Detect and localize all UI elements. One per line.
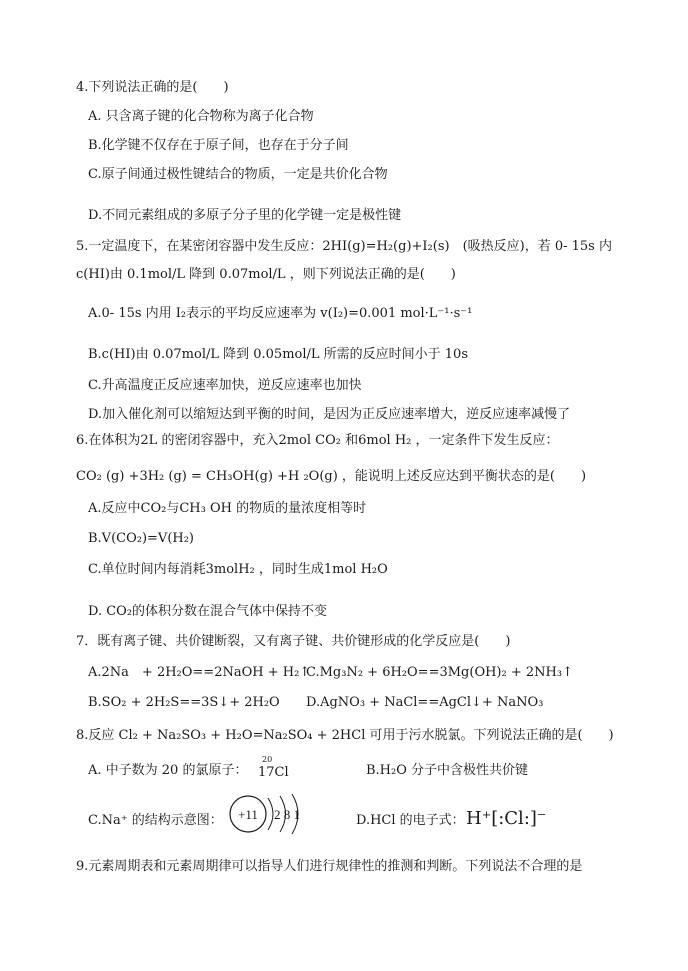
q7-option-b: B.SO₂ + 2H₂S==3S↓+ 2H₂O [88, 695, 280, 710]
sodium-ion-structure-diagram [228, 792, 308, 836]
q8-option-d: D.HCl 的电子式： [356, 813, 465, 828]
q5-option-b: B.c(HI)由 0.07mol/L 降到 0.05mol/L 所需的反应时间小于 10s [88, 347, 468, 362]
electron-counts: 2 8 1 [274, 807, 300, 822]
q6-option-c: C.单位时间内每消耗3molH₂ ，同时生成1mol H₂O [88, 562, 388, 577]
q4-option-d: D.不同元素组成的多原子分子里的化学键一定是极性键 [88, 208, 402, 223]
q6-stem-line1: 6.在体积为2L 的密闭容器中，充入2mol CO₂ 和6mol H₂ ，一定条件下发生反应： [76, 433, 559, 448]
q6-stem-line2: CO₂ (g) +3H₂ (g) = CH₃OH(g) +H ₂O(g) ，能说明上述反应达到平衡状态的是( ) [76, 469, 587, 484]
q6-option-b: B.V(CO₂)=V(H₂) [88, 531, 195, 546]
q8-stem: 8.反应 Cl₂ + Na₂SO₃ + H₂O=Na₂SO₄ + 2HCl 可用于污水脱氯。下列说法正确的是( ) [76, 728, 614, 743]
q9-stem: 9.元素周期表和元素周期律可以指导人们进行规律性的推测和判断。下列说法不合理的是 [76, 859, 583, 874]
q5-option-a: A.0- 15s 内用 I₂表示的平均反应速率为 v(I₂)=0.001 mol·L⁻¹·s⁻¹ [88, 306, 473, 321]
q8-option-a-label: A. 中子数为 20 的氯原子： [88, 763, 248, 778]
q5-stem-line2: c(HI)由 0.1mol/L 降到 0.07mol/L ，则下列说法正确的是( ) [76, 267, 456, 282]
q4-option-a: A. 只含离子键的化合物称为离子化合物 [88, 109, 314, 124]
q4-option-b: B.化学键不仅存在于原子间，也存在于分子间 [88, 138, 349, 153]
q7-option-a: A.2Na + 2H₂O==2NaOH + H₂↑ [88, 665, 311, 680]
q5-option-c: C.升高温度正反应速率加快，逆反应速率也加快 [88, 378, 362, 393]
q6-option-d: D. CO₂的体积分数在混合气体中保持不变 [88, 604, 328, 619]
q7-stem: 7．既有离子键、共价键断裂，又有离子键、共价键形成的化学反应是( ) [76, 634, 511, 649]
electron-shell-1 [268, 798, 273, 830]
q5-stem-line1: 5.一定温度下，在某密闭容器中发生反应：2HI(g)=H₂(g)+I₂(s) (吸热反应)，若 0- 15s 内 [76, 239, 612, 254]
q8-option-b: B.H₂O 分子中含极性共价键 [366, 763, 529, 778]
q8-option-c: C.Na⁺ 的结构示意图： [88, 813, 223, 828]
q7-option-c: C.Mg₃N₂ + 6H₂O==3Mg(OH)₂ + 2NH₃↑ [306, 665, 573, 680]
q5-option-d: D.加入催化剂可以缩短达到平衡的时间，是因为正反应速率增大，逆反应速率减慢了 [88, 407, 571, 422]
chlorine-mass-number: 20 [262, 755, 273, 764]
chlorine-isotope-symbol: 17Cl [258, 765, 289, 780]
q4-option-c: C.原子间通过极性键结合的物质，一定是共价化合物 [88, 167, 388, 182]
q6-option-a: A.反应中CO₂与CH₃ OH 的物质的量浓度相等时 [88, 501, 367, 516]
nucleus-charge: +11 [238, 807, 258, 822]
q7-option-d: D.AgNO₃ + NaCl==AgCl↓+ NaNO₃ [306, 695, 544, 710]
q4-stem: 4.下列说法正确的是( ) [76, 80, 229, 95]
hcl-electron-formula: H⁺[:Cl:]⁻ [466, 808, 547, 829]
q8-option-a [88, 762, 247, 780]
